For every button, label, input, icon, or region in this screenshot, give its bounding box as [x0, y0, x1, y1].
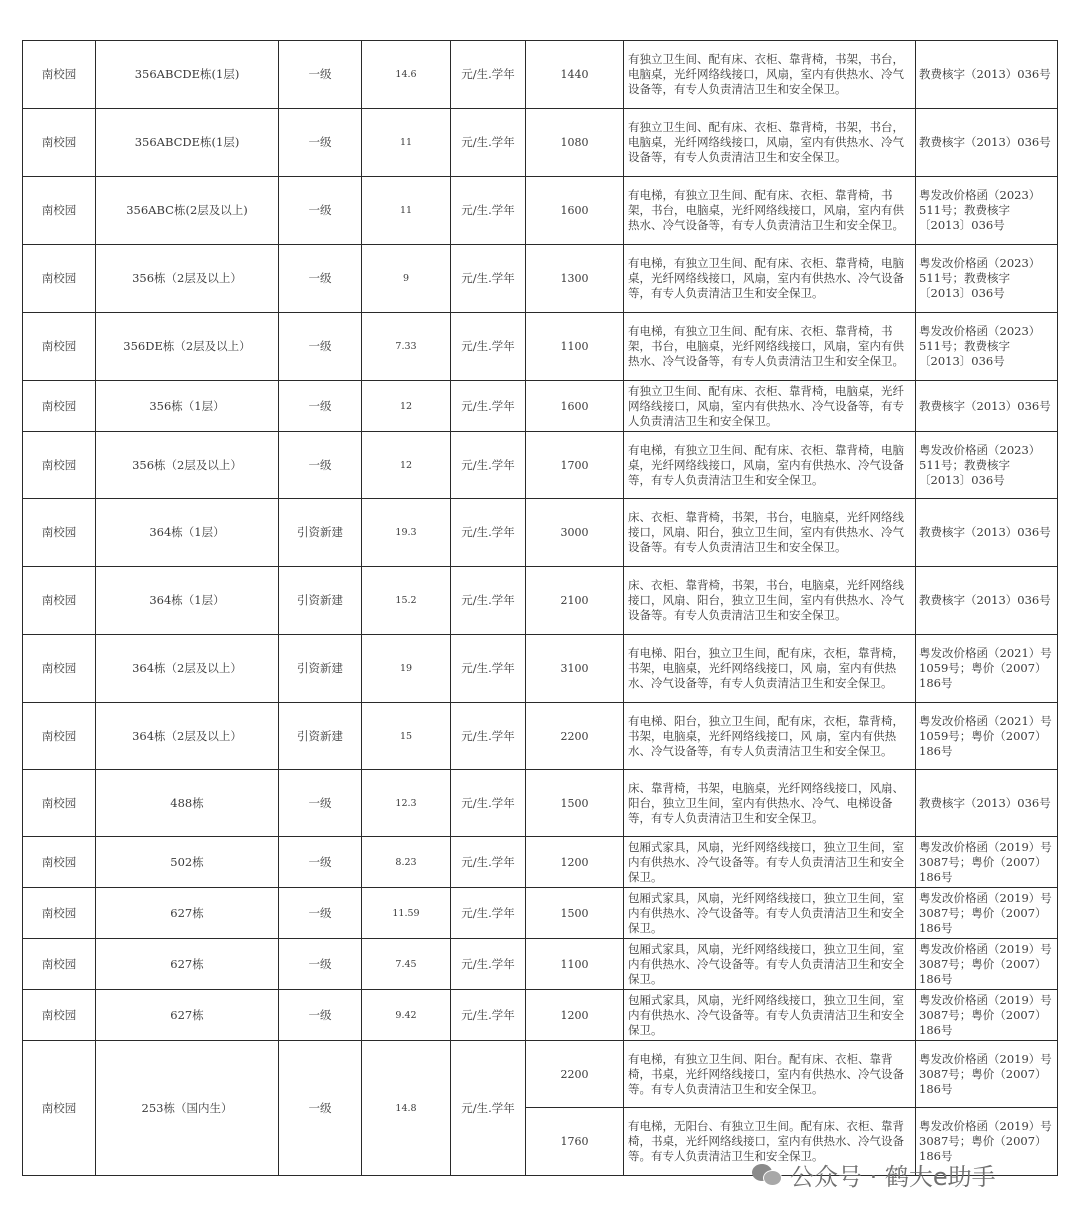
basis-cell: 教费核字（2013）036号 [916, 567, 1058, 635]
unit-cell: 元/生.学年 [451, 837, 526, 888]
level-cell: 一级 [279, 770, 362, 837]
building-cell: 356栋（1层） [96, 381, 279, 432]
unit-cell: 元/生.学年 [451, 245, 526, 313]
campus-cell: 南校园 [23, 1041, 96, 1176]
campus-cell: 南校园 [23, 635, 96, 703]
basis-cell: 教费核字（2013）036号 [916, 109, 1058, 177]
level-cell: 一级 [279, 888, 362, 939]
level-cell: 引资新建 [279, 703, 362, 770]
facilities-cell: 包厢式家具，风扇，光纤网络线接口，独立卫生间，室内有供热水、冷气设备等。有专人负责清洁卫生和安全保卫。 [624, 990, 916, 1041]
price-cell: 1100 [526, 313, 624, 381]
facilities-cell: 有电梯、阳台，独立卫生间，配有床，衣柜，靠背椅，书架，电脑桌，光纤网络线接口，风 扇，室内有供热水、冷气设备等，有专人负责清洁卫生和安全保卫。 [624, 703, 916, 770]
table-row [23, 837, 1058, 888]
table-row [23, 313, 1058, 381]
level-cell: 一级 [279, 41, 362, 109]
area-cell: 11 [362, 177, 451, 245]
campus-cell: 南校园 [23, 109, 96, 177]
level-cell: 引资新建 [279, 499, 362, 567]
campus-cell: 南校园 [23, 432, 96, 499]
table-row [23, 381, 1058, 432]
price-cell: 3000 [526, 499, 624, 567]
unit-cell: 元/生.学年 [451, 770, 526, 837]
facilities-cell: 有独立卫生间、配有床、衣柜、靠背椅，电脑桌，光纤网络线接口，风扇，室内有供热水、冷气设备等，有专人负责清洁卫生和安全保卫。 [624, 381, 916, 432]
area-cell: 9 [362, 245, 451, 313]
unit-cell: 元/生.学年 [451, 888, 526, 939]
watermark-text: 公众号 · 鹤大e助手 [790, 1162, 996, 1191]
campus-cell: 南校园 [23, 939, 96, 990]
basis-cell: 粤发改价格函（2019）号3087号；粤价（2007）186号 [916, 1108, 1058, 1176]
table-row [23, 939, 1058, 990]
basis-cell: 粤发改价格函（2019）号3087号；粤价（2007）186号 [916, 939, 1058, 990]
table-row [23, 770, 1058, 837]
price-cell: 1200 [526, 837, 624, 888]
building-cell: 356栋（2层及以上） [96, 245, 279, 313]
price-cell: 1200 [526, 990, 624, 1041]
basis-cell: 粤发改价格函（2023）511号；教费核字〔2013〕036号 [916, 177, 1058, 245]
area-cell: 12.3 [362, 770, 451, 837]
price-cell: 1300 [526, 245, 624, 313]
area-cell: 15.2 [362, 567, 451, 635]
building-cell: 627栋 [96, 939, 279, 990]
campus-cell: 南校园 [23, 770, 96, 837]
basis-cell: 粤发改价格函（2019）号3087号；粤价（2007）186号 [916, 888, 1058, 939]
basis-cell: 粤发改价格函（2021）号1059号；粤价（2007）186号 [916, 635, 1058, 703]
price-cell: 1600 [526, 381, 624, 432]
price-cell: 1500 [526, 888, 624, 939]
basis-cell: 教费核字（2013）036号 [916, 770, 1058, 837]
price-cell: 1440 [526, 41, 624, 109]
basis-cell: 粤发改价格函（2021）号1059号；粤价（2007）186号 [916, 703, 1058, 770]
building-cell: 356栋（2层及以上） [96, 432, 279, 499]
table-row [23, 41, 1058, 109]
price-cell: 2100 [526, 567, 624, 635]
unit-cell: 元/生.学年 [451, 635, 526, 703]
building-cell: 627栋 [96, 888, 279, 939]
facilities-cell: 床、衣柜、靠背椅，书架，书台，电脑桌，光纤网络线接口，风扇、阳台，独立卫生间，室内有供热水、冷气设备等。有专人负责清洁卫生和安全保卫。 [624, 499, 916, 567]
facilities-cell: 包厢式家具，风扇，光纤网络线接口，独立卫生间，室内有供热水、冷气设备等。有专人负责清洁卫生和安全保卫。 [624, 939, 916, 990]
table-row [23, 703, 1058, 770]
unit-cell: 元/生.学年 [451, 703, 526, 770]
price-cell: 1760 [526, 1108, 624, 1176]
level-cell: 一级 [279, 990, 362, 1041]
basis-cell: 粤发改价格函（2023）511号；教费核字〔2013〕036号 [916, 245, 1058, 313]
unit-cell: 元/生.学年 [451, 990, 526, 1041]
unit-cell: 元/生.学年 [451, 381, 526, 432]
campus-cell: 南校园 [23, 499, 96, 567]
basis-cell: 粤发改价格函（2019）号3087号；粤价（2007）186号 [916, 1041, 1058, 1108]
facilities-cell: 床、衣柜、靠背椅，书架，书台，电脑桌，光纤网络线接口，风扇、阳台，独立卫生间，室内有供热水、冷气设备等。有专人负责清洁卫生和安全保卫。 [624, 567, 916, 635]
facilities-cell: 包厢式家具，风扇，光纤网络线接口，独立卫生间，室内有供热水、冷气设备等。有专人负责清洁卫生和安全保卫。 [624, 837, 916, 888]
level-cell: 引资新建 [279, 567, 362, 635]
facilities-cell: 有电梯，有独立卫生间、配有床、衣柜、靠背椅，书架，书台，电脑桌，光纤网络线接口，风扇，室内有供热水、冷气设备等，有专人负责清洁卫生和安全保卫。 [624, 313, 916, 381]
price-cell: 3100 [526, 635, 624, 703]
basis-cell: 教费核字（2013）036号 [916, 41, 1058, 109]
building-cell: 356ABCDE栋(1层) [96, 109, 279, 177]
building-cell: 356ABC栋(2层及以上) [96, 177, 279, 245]
area-cell: 11.59 [362, 888, 451, 939]
facilities-cell: 有电梯，有独立卫生间、配有床、衣柜、靠背椅，电脑桌，光纤网络线接口，风扇，室内有供热水、冷气设备等，有专人负责清洁卫生和安全保卫。 [624, 432, 916, 499]
campus-cell: 南校园 [23, 990, 96, 1041]
basis-cell: 粤发改价格函（2023）511号；教费核字〔2013〕036号 [916, 432, 1058, 499]
area-cell: 8.23 [362, 837, 451, 888]
area-cell: 9.42 [362, 990, 451, 1041]
campus-cell: 南校园 [23, 888, 96, 939]
basis-cell: 教费核字（2013）036号 [916, 499, 1058, 567]
price-cell: 1080 [526, 109, 624, 177]
basis-cell: 粤发改价格函（2019）号3087号；粤价（2007）186号 [916, 837, 1058, 888]
area-cell: 15 [362, 703, 451, 770]
unit-cell: 元/生.学年 [451, 567, 526, 635]
table-row [23, 567, 1058, 635]
level-cell: 一级 [279, 432, 362, 499]
facilities-cell: 有电梯，有独立卫生间、阳台。配有床、衣柜、靠背椅，书桌，光纤网络线接口，室内有供热水、冷气设备等。有专人负责清洁卫生和安全保卫。 [624, 1041, 916, 1108]
area-cell: 14.6 [362, 41, 451, 109]
campus-cell: 南校园 [23, 41, 96, 109]
facilities-cell: 床、靠背椅，书架，电脑桌，光纤网络线接口，风扇、阳台，独立卫生间，室内有供热水、冷气、电梯设备等，有专人负责清洁卫生和安全保卫。 [624, 770, 916, 837]
building-cell: 364栋（2层及以上） [96, 703, 279, 770]
unit-cell: 元/生.学年 [451, 109, 526, 177]
unit-cell: 元/生.学年 [451, 432, 526, 499]
table-row [23, 177, 1058, 245]
building-cell: 488栋 [96, 770, 279, 837]
campus-cell: 南校园 [23, 245, 96, 313]
table-row [23, 990, 1058, 1041]
price-cell: 1700 [526, 432, 624, 499]
campus-cell: 南校园 [23, 313, 96, 381]
unit-cell: 元/生.学年 [451, 939, 526, 990]
facilities-cell: 有独立卫生间、配有床、衣柜、靠背椅，书架，书台，电脑桌，光纤网络线接口，风扇，室内有供热水、冷气设备等，有专人负责清洁卫生和安全保卫。 [624, 41, 916, 109]
unit-cell: 元/生.学年 [451, 499, 526, 567]
building-cell: 502栋 [96, 837, 279, 888]
building-cell: 356DE栋（2层及以上） [96, 313, 279, 381]
level-cell: 一级 [279, 837, 362, 888]
level-cell: 一级 [279, 1041, 362, 1176]
building-cell: 364栋（1层） [96, 567, 279, 635]
level-cell: 一级 [279, 109, 362, 177]
area-cell: 14.8 [362, 1041, 451, 1176]
level-cell: 一级 [279, 245, 362, 313]
facilities-cell: 包厢式家具，风扇，光纤网络线接口，独立卫生间，室内有供热水、冷气设备等。有专人负责清洁卫生和安全保卫。 [624, 888, 916, 939]
watermark [752, 1156, 996, 1192]
level-cell: 一级 [279, 381, 362, 432]
building-cell: 364栋（2层及以上） [96, 635, 279, 703]
area-cell: 19.3 [362, 499, 451, 567]
price-cell: 1500 [526, 770, 624, 837]
campus-cell: 南校园 [23, 567, 96, 635]
building-cell: 364栋（1层） [96, 499, 279, 567]
area-cell: 12 [362, 381, 451, 432]
area-cell: 19 [362, 635, 451, 703]
level-cell: 一级 [279, 313, 362, 381]
wechat-icon [752, 1161, 782, 1187]
table-row [23, 888, 1058, 939]
building-cell: 253栋（国内生） [96, 1041, 279, 1176]
facilities-cell: 有电梯，无阳台、有独立卫生间。配有床、衣柜、靠背椅，书桌，光纤网络线接口，室内有供热水、冷气设备等。有专人负责清洁卫生和安全保卫。 [624, 1108, 916, 1176]
unit-cell: 元/生.学年 [451, 177, 526, 245]
dorm-fee-table [22, 40, 1058, 1176]
table-row [23, 1041, 1058, 1108]
facilities-cell: 有独立卫生间、配有床、衣柜、靠背椅，书架，书台，电脑桌，光纤网络线接口，风扇，室内有供热水、冷气设备等，有专人负责清洁卫生和安全保卫。 [624, 109, 916, 177]
basis-cell: 粤发改价格函（2019）号3087号；粤价（2007）186号 [916, 990, 1058, 1041]
facilities-cell: 有电梯、阳台，独立卫生间，配有床，衣柜，靠背椅，书架，电脑桌，光纤网络线接口，风 扇，室内有供热水、冷气设备等，有专人负责清洁卫生和安全保卫。 [624, 635, 916, 703]
level-cell: 引资新建 [279, 635, 362, 703]
table-row [23, 635, 1058, 703]
level-cell: 一级 [279, 177, 362, 245]
building-cell: 356ABCDE栋(1层) [96, 41, 279, 109]
unit-cell: 元/生.学年 [451, 1041, 526, 1176]
campus-cell: 南校园 [23, 837, 96, 888]
facilities-cell: 有电梯，有独立卫生间、配有床、衣柜、靠背椅，电脑桌，光纤网络线接口，风扇，室内有供热水、冷气设备等，有专人负责清洁卫生和安全保卫。 [624, 245, 916, 313]
campus-cell: 南校园 [23, 703, 96, 770]
basis-cell: 粤发改价格函（2023）511号；教费核字〔2013〕036号 [916, 313, 1058, 381]
basis-cell: 教费核字（2013）036号 [916, 381, 1058, 432]
table-row [23, 499, 1058, 567]
price-cell: 2200 [526, 1041, 624, 1108]
price-cell: 1600 [526, 177, 624, 245]
table-row [23, 245, 1058, 313]
area-cell: 11 [362, 109, 451, 177]
price-cell: 1100 [526, 939, 624, 990]
level-cell: 一级 [279, 939, 362, 990]
area-cell: 12 [362, 432, 451, 499]
unit-cell: 元/生.学年 [451, 313, 526, 381]
facilities-cell: 有电梯，有独立卫生间、配有床、衣柜、靠背椅，书架，书台，电脑桌，光纤网络线接口，风扇，室内有供热水、冷气设备等，有专人负责清洁卫生和安全保卫。 [624, 177, 916, 245]
area-cell: 7.33 [362, 313, 451, 381]
campus-cell: 南校园 [23, 177, 96, 245]
table-row [23, 109, 1058, 177]
building-cell: 627栋 [96, 990, 279, 1041]
price-cell: 2200 [526, 703, 624, 770]
table-row [23, 432, 1058, 499]
area-cell: 7.45 [362, 939, 451, 990]
campus-cell: 南校园 [23, 381, 96, 432]
unit-cell: 元/生.学年 [451, 41, 526, 109]
